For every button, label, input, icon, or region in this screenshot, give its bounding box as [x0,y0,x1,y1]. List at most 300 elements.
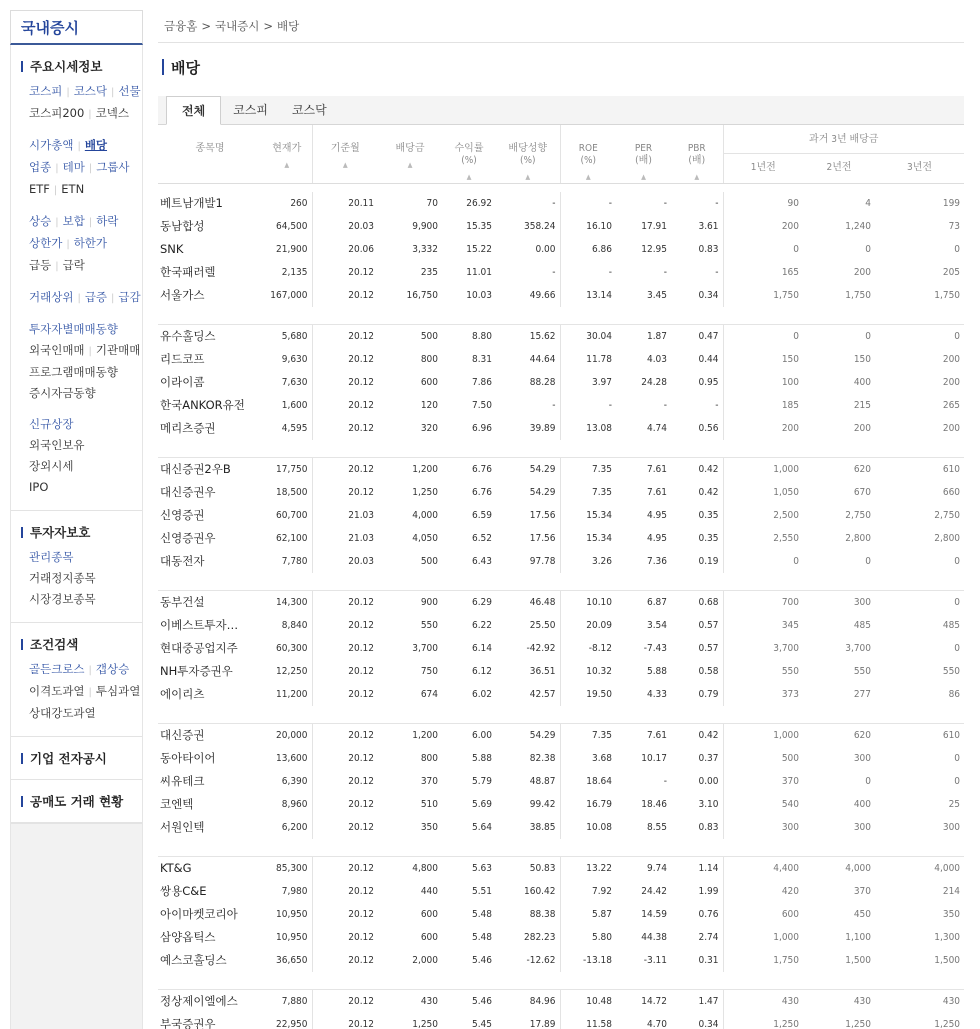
table-cell: 6.22 [471,619,492,631]
table-cell: 20.12 [312,394,378,417]
stock-name-link[interactable]: 정상제이엘에스 [158,990,262,1013]
table-cell: 2,800 [845,532,871,544]
stock-name-link[interactable]: 이라이콤 [160,375,205,389]
breadcrumb-item[interactable]: 배당 [277,19,300,33]
table-cell: 4,000 [803,857,875,880]
table-cell: 0.56 [698,422,719,434]
sidebar-link[interactable]: 갭상승 [95,662,130,676]
tab-kospi[interactable]: 코스피 [233,103,268,117]
stock-name-link[interactable]: NH투자증권우 [160,664,233,678]
table-cell: 20.03 [312,550,378,573]
sidebar-line [29,659,142,681]
separator: | [77,293,81,304]
sidebar-link[interactable]: 프로그램매매동향 [29,365,118,379]
table-cell: 350 [420,821,438,833]
table-cell: 3.97 [560,371,616,394]
sidebar-link[interactable]: 업종 [29,160,52,174]
stock-name-link[interactable]: 대신증권 [158,724,262,747]
table-cell: 12.95 [641,243,667,255]
table-cell: 800 [420,752,438,764]
table-cell: 17.56 [529,509,556,521]
table-cell: 85,300 [262,857,312,880]
table-cell: 9,630 [281,353,308,365]
stock-name-link[interactable]: 코엔텍 [160,797,194,811]
table-row [158,550,964,573]
table-cell: 3.26 [560,550,616,573]
col-dividend-header[interactable]: 배당금 ▲ [378,125,442,184]
stock-name-link[interactable]: 한국ANKOR유전 [160,398,245,412]
table-row [158,284,964,307]
table-cell: 0.68 [671,591,723,614]
table-cell: 400 [853,798,871,810]
col-name-header[interactable]: 종목명 [158,125,262,184]
sidebar-link[interactable]: 그룹사 [96,160,130,174]
table-cell: 1,750 [934,289,961,301]
table-cell: 7.35 [560,458,616,481]
sidebar-line [29,157,142,179]
table-cell: 350 [942,908,961,920]
table-cell: 21.03 [312,527,378,550]
stock-name-link[interactable]: 에이리츠 [160,687,205,701]
table-cell: 8.31 [471,353,492,365]
stock-name-link[interactable]: 대신증권2우B [158,458,262,481]
table-cell: 300 [853,752,871,764]
sidebar-single-section[interactable] [11,737,142,780]
table-cell: 277 [853,688,871,700]
table-cell: 60,300 [276,642,308,654]
table-row [158,903,964,926]
stock-name-link[interactable]: 신영증권우 [160,531,216,545]
table-cell: 540 [723,793,803,816]
table-cell: 30.04 [560,325,616,348]
table-cell: 5.51 [471,885,492,897]
sidebar-link[interactable]: 관리종목 [29,550,74,564]
table-cell: 7,880 [262,990,312,1013]
sidebar-link[interactable]: 급등 [29,258,52,272]
table-cell: 14.59 [641,908,667,920]
sidebar-link[interactable]: 이격도과열 [29,684,85,698]
table-cell: 84.96 [496,990,560,1013]
main-content [158,10,964,1029]
stock-name-link[interactable]: 삼양옵틱스 [160,930,216,944]
separator: | [77,141,81,152]
sidebar-link[interactable]: 배당 [84,138,108,152]
table-cell: 200 [853,422,871,434]
table-cell: 6.02 [471,688,492,700]
table-cell: 3,332 [412,243,438,255]
stock-name-link[interactable]: 대동전자 [160,554,205,568]
breadcrumb-item[interactable]: 금융홈 [164,19,198,33]
sidebar-line [29,589,142,610]
table-row [158,949,964,972]
table-cell: 6.96 [471,422,492,434]
table-row [158,527,964,550]
table-cell: 0.37 [698,752,719,764]
sidebar-section-head[interactable] [21,635,142,653]
stock-name-link[interactable]: 서울가스 [160,288,205,302]
table-cell: -7.43 [643,642,667,654]
table-cell: 20.06 [312,238,378,261]
separator: | [88,346,92,357]
sidebar-link[interactable]: 장외시세 [29,459,74,473]
col-price-header[interactable]: 현재가 ▲ [262,125,312,184]
table-cell: 7.61 [616,724,671,747]
table-cell: - [663,399,667,411]
table-cell: - [663,266,667,278]
table-cell: 1,240 [845,220,871,232]
table-row [158,614,964,637]
table-cell: 10.32 [560,660,616,683]
table-cell: 18.64 [560,770,616,793]
table-cell: 0 [954,642,961,654]
table-cell: 14,300 [262,591,312,614]
table-cell: 4 [865,197,871,209]
separator: | [88,665,92,676]
table-cell: 17.56 [529,532,556,544]
stock-name-link[interactable]: SNK [160,242,184,256]
sidebar-link[interactable]: 시가총액 [29,138,74,152]
table-cell: 674 [420,688,438,700]
sidebar-line [29,287,142,309]
table-cell: 4,000 [875,857,964,880]
table-cell: 3.61 [698,220,719,232]
sidebar-line [29,179,142,201]
sidebar-link[interactable]: 외국인보유 [29,438,85,452]
stock-name-link[interactable]: 동부건설 [158,591,262,614]
table-cell: 4.33 [646,688,667,700]
table-cell: 600 [420,931,438,943]
stock-name-link[interactable]: 한국패러렐 [160,265,216,279]
table-cell: 300 [942,821,961,833]
table-cell: 0 [723,325,803,348]
sidebar-line [29,568,142,589]
sidebar-section-head[interactable] [21,792,142,810]
separator: | [88,217,93,228]
table-cell: 13.08 [560,417,616,440]
stock-name-link[interactable]: 동아타이어 [160,751,216,765]
table-cell: 0 [954,555,961,567]
table-row [158,591,964,614]
table-cell: 0.34 [698,289,719,301]
sidebar-link[interactable]: 시장경보종목 [29,592,96,606]
table-cell: 50.83 [496,857,560,880]
table-cell: 20.12 [312,770,378,793]
stock-name-link[interactable]: 베트남개발1 [160,196,223,210]
table-cell: - [663,775,667,787]
table-row [158,261,964,284]
table-cell: 0 [954,752,961,764]
table-cell: 15.34 [560,504,616,527]
table-cell: 0.00 [535,243,556,255]
sidebar-link[interactable]: 거래정지종목 [29,571,96,585]
breadcrumb-item[interactable]: 국내증시 [214,19,260,33]
table-cell: 0.83 [698,821,719,833]
sidebar-link[interactable]: 외국인매매 [29,343,85,357]
table-cell: 20.12 [312,637,378,660]
stock-name-link[interactable]: 신영증권 [160,508,205,522]
table-cell: 2,135 [281,266,308,278]
table-cell: 19.50 [560,683,616,706]
sidebar-link[interactable]: 코스닥 [73,84,108,98]
table-cell: - [552,197,556,209]
table-cell: 20.12 [312,990,378,1013]
table-row [158,458,964,481]
sidebar-link[interactable]: 상승 [29,214,52,228]
sort-arrow-icon: ▲ [466,173,472,181]
sidebar-group [21,81,142,125]
stock-name-link[interactable]: 이베스트투자… [160,618,239,632]
table-cell: 86 [948,688,961,700]
stock-name-link[interactable]: 현대중공업지주 [160,641,238,655]
table-cell: 99.42 [529,798,556,810]
table-cell: 6.86 [560,238,616,261]
stock-name-link[interactable]: 리드코프 [160,352,205,366]
table-cell: - [552,266,556,278]
table-cell: 100 [723,371,803,394]
sidebar-link[interactable]: 급감 [118,290,141,304]
sidebar-link[interactable]: 선물 [118,84,141,98]
table-cell: 370 [853,885,871,897]
table-cell: 800 [420,353,438,365]
section-accent-bar [21,753,23,764]
table-cell: 5.46 [471,954,492,966]
table-cell: 550 [723,660,803,683]
table-cell: 62,100 [276,532,308,544]
sidebar-line [29,362,142,383]
table-row [158,192,964,215]
sidebar-link[interactable]: 코넥스 [95,106,129,120]
table-row [158,747,964,770]
col-per-header[interactable]: PER (배) ▲ [616,125,671,184]
table-row [158,793,964,816]
table-cell: 13.22 [560,857,616,880]
table-cell: 5.80 [560,926,616,949]
sidebar-line [29,255,142,277]
table-cell: 3.10 [698,798,719,810]
col-base-month-header[interactable]: 기준월 ▲ [312,125,378,184]
table-cell: 0 [723,550,803,573]
table-cell: 670 [853,486,871,498]
table-cell: 20.12 [312,660,378,683]
col-yield-header[interactable]: 수익률 (%) ▲ [442,125,496,184]
table-cell: 4.74 [646,422,667,434]
table-cell: 0.47 [671,325,723,348]
sidebar-title[interactable]: 국내증시 [10,10,143,45]
sidebar-section-head[interactable] [21,523,142,541]
sidebar-link[interactable]: 상대강도과열 [29,706,96,720]
table-cell: 7.92 [560,880,616,903]
sidebar-link[interactable]: 하락 [96,214,119,228]
sidebar-link[interactable]: 급증 [84,290,108,304]
stock-name-link[interactable]: 서원인텍 [160,820,205,834]
sidebar-link[interactable]: 코스피200 [29,106,85,120]
sidebar-link[interactable]: 상한가 [29,236,63,250]
table-cell: 550 [942,665,961,677]
separator: | [53,185,58,196]
table-cell: 214 [942,885,961,897]
sidebar-section-head[interactable] [21,57,142,75]
stock-name-link[interactable]: 유수홀딩스 [158,325,262,348]
separator: | [55,163,59,174]
table-cell: 20.12 [312,816,378,839]
table-cell: -3.11 [643,954,667,966]
sidebar-link[interactable]: 투심과열 [95,684,141,698]
table-cell: 14.72 [616,990,671,1013]
table-cell: 20.12 [312,614,378,637]
sidebar-link[interactable]: 신규상장 [29,417,74,431]
table-cell: 17.89 [529,1018,556,1029]
table-cell: 8.80 [442,325,496,348]
table-cell: 165 [723,261,803,284]
table-cell: 1,050 [723,481,803,504]
table-cell: 1,500 [934,954,961,966]
sidebar-single-section[interactable] [11,780,142,823]
table-cell: 900 [378,591,442,614]
tab-kosdaq[interactable]: 코스닥 [291,103,327,117]
sidebar-link[interactable]: 투자자별매매동향 [29,322,118,336]
table-cell: 0.19 [698,555,719,567]
table-cell: 400 [853,376,871,388]
sidebar-link[interactable]: 거래상위 [29,290,74,304]
table-cell: 9,900 [412,220,438,232]
table-cell: 17.91 [641,220,667,232]
table-row [158,724,964,747]
table-row [158,683,964,706]
table-cell: 0.95 [698,376,719,388]
sidebar-link[interactable]: 기관매매 [95,343,141,357]
sidebar-link[interactable]: 테마 [62,160,85,174]
sidebar-group [21,211,142,277]
table-cell: 0.34 [698,1018,719,1029]
table-cell: 300 [853,821,871,833]
sidebar-link[interactable]: 하한가 [73,236,108,250]
table-cell: 20.12 [312,1013,378,1029]
table-cell: 20.12 [312,903,378,926]
table-cell: 20.12 [312,284,378,307]
sidebar-link[interactable]: 증시자금동향 [29,386,96,400]
sidebar-link[interactable]: 보합 [62,214,85,228]
tab-all[interactable]: 전체 [166,96,221,125]
stock-name-link[interactable]: 예스코홀딩스 [160,953,227,967]
stock-name-link[interactable]: KT&G [158,857,262,880]
table-cell: 1,250 [845,1018,871,1029]
stock-name-link[interactable]: 메리츠증권 [160,421,216,435]
table-cell: 200 [942,422,961,434]
table-cell: -13.18 [560,949,616,972]
sidebar-section-label: 기업 전자공시 [30,751,107,766]
table-cell: 2,550 [723,527,803,550]
table-cell: 12,250 [276,665,308,677]
stock-name-link[interactable]: 부국증권우 [160,1017,216,1029]
table-cell: - [552,399,556,411]
sidebar-link[interactable]: 코스피 [29,84,63,98]
table-cell: 3,700 [412,642,438,654]
table-cell: 15.35 [466,220,492,232]
table-cell: 120 [420,399,438,411]
table-cell: 73 [948,220,961,232]
table-row [158,417,964,440]
table-cell: 1.14 [671,857,723,880]
sidebar-line [29,103,142,125]
table-cell: 10,950 [276,908,308,920]
stock-name-link[interactable]: 대신증권우 [160,485,216,499]
sidebar-link[interactable]: ETN [61,182,85,196]
table-cell: 5.48 [471,931,492,943]
table-cell: 1.87 [616,325,671,348]
sidebar-link[interactable]: 골든크로스 [29,662,85,676]
table-cell: 200 [723,417,803,440]
table-cell: 260 [290,197,308,209]
table-cell: 4,400 [723,857,803,880]
table-cell: 0.57 [698,619,719,631]
table-cell: 17,750 [262,458,312,481]
table-cell: 5.69 [471,798,492,810]
sidebar-link[interactable]: 급락 [62,258,85,272]
table-cell: 1,750 [845,289,871,301]
table-cell: 6.00 [442,724,496,747]
table-cell: 700 [723,591,803,614]
table-cell: 4.95 [646,532,667,544]
table-cell: 1,250 [412,486,438,498]
sidebar-section [11,623,142,737]
table-cell: 7.36 [646,555,667,567]
table-cell: 11.01 [466,266,492,278]
stock-name-link[interactable]: 아이마켓코리아 [160,907,238,921]
table-cell: 485 [942,619,961,631]
section-accent-bar [21,527,23,538]
table-cell: 2,750 [845,509,871,521]
table-cell: 9.74 [616,857,671,880]
table-cell: -12.62 [526,954,556,966]
sidebar-section-head[interactable] [21,749,142,767]
sidebar-line [29,547,142,568]
table-cell: 10.03 [466,289,492,301]
table-cell: 0.42 [698,486,719,498]
table-cell: 20.03 [312,215,378,238]
sort-arrow-icon: ▲ [694,173,700,181]
table-cell: 90 [723,192,803,215]
table-cell: 5.87 [560,903,616,926]
col-payout-header[interactable]: 배당성향 (%) ▲ [496,125,560,184]
title-accent-bar [162,59,164,75]
table-cell: 7.86 [471,376,492,388]
col-pbr-header[interactable]: PBR (배) ▲ [671,125,723,184]
table-cell: 3,700 [845,642,871,654]
table-cell: 20.12 [312,683,378,706]
table-cell: 0.42 [671,458,723,481]
stock-name-link[interactable]: 쌍용C&E [160,884,207,898]
table-cell: 1,600 [281,399,308,411]
sidebar-link[interactable]: IPO [29,480,49,494]
table-cell: 6.14 [471,642,492,654]
table-cell: 10.10 [560,591,616,614]
table-cell: 7,980 [281,885,308,897]
table-cell: 21.03 [312,504,378,527]
table-cell: 4.70 [646,1018,667,1029]
stock-name-link[interactable]: 씨유테크 [160,774,205,788]
table-cell: 4,595 [281,422,308,434]
sidebar-link[interactable]: ETF [29,182,50,196]
col-roe-header[interactable]: ROE (%) ▲ [560,125,616,184]
sort-arrow-icon: ▲ [641,173,646,181]
stock-name-link[interactable]: 동남합성 [160,219,205,233]
table-cell: 13,600 [276,752,308,764]
table-cell: 167,000 [270,289,308,301]
table-row [158,371,964,394]
table-cell: 200 [723,215,803,238]
table-row [158,325,964,348]
market-tabs [158,96,964,125]
